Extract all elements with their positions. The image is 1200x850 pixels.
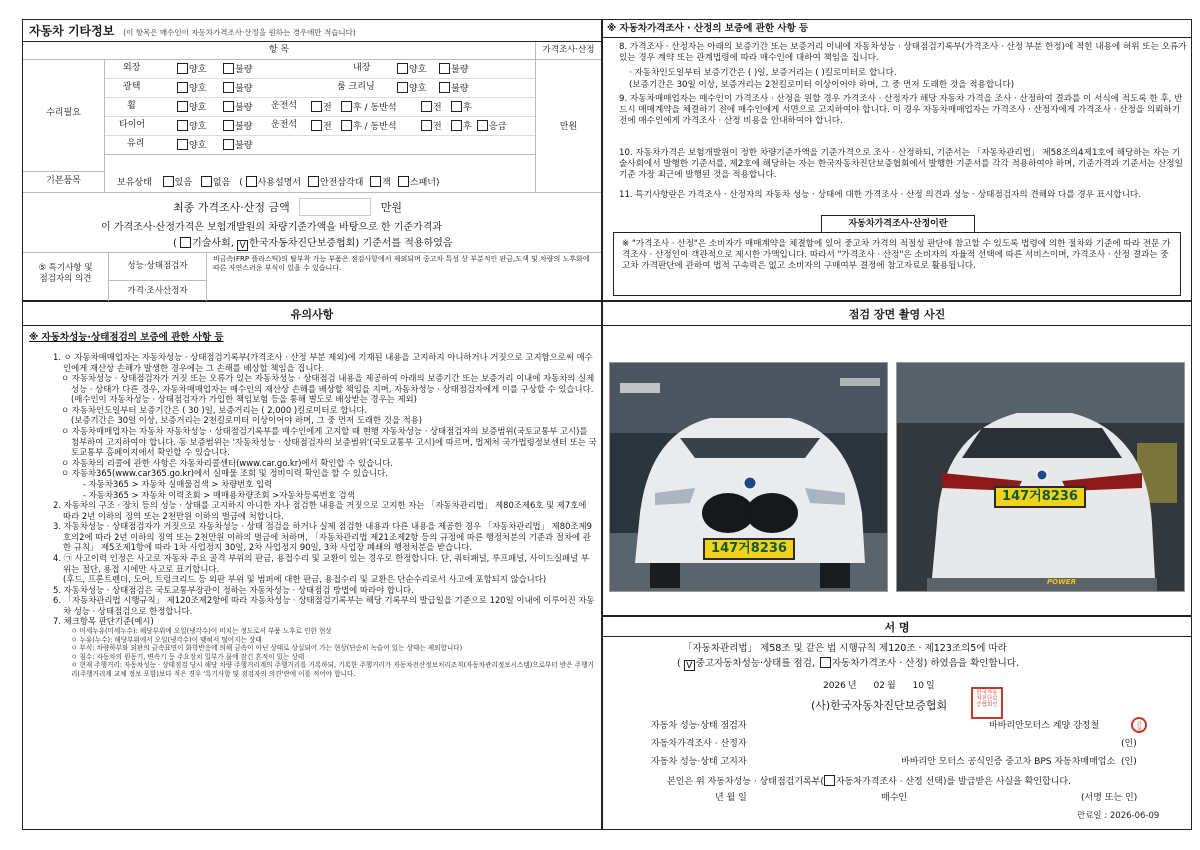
tire-passenger-rear[interactable]: 후 — [451, 120, 472, 133]
signature-law-line: 「자동차관리법」 제58조 및 같은 법 시행규칙 제120조 · 제123조의5에 따라 — [683, 643, 1007, 654]
association-check[interactable]: V 한국자동차진단보증협회) 기준서를 적용하였음 — [237, 238, 452, 249]
guarantee-period-note: (보증기간은 30일 이상, 보증거리는 2천킬로미터 이상이어야 하며, 그 중 먼저 도래한 것을 적용합니다) — [629, 80, 1015, 90]
tire-emergency[interactable]: 응급 — [477, 120, 506, 133]
receipt-line-end: 자동차가격조사 · 산정 선택)를 발급받은 사실을 확인합니다. — [835, 777, 1071, 787]
note-1-d: (보증기간은 30일 이상, 보증거리는 2천킬로미터 이상이어야 하며, 그 중 먼저 도래한 것을 적용) — [71, 415, 423, 426]
final-amount-input[interactable] — [299, 198, 371, 216]
price-inspector-label: 가격·조사산정자 — [109, 281, 207, 301]
notifier-seal: (인) — [1121, 757, 1137, 767]
inspector-value: 바바리안모터스 계양 강정철 — [989, 721, 1100, 731]
signature-section: 서 명 「자동차관리법」 제58조 및 같은 법 시행규칙 제120조 · 제123조의5에 따라 ( V 중고자동차성능·상태를 점검, 자동차가격조사 · 산정) 하였음을 확인합니다. 2026 년 02 월 10 일 (사)한국자동차진단보증협회 한국자동차진단보증협회인 자동차 성능·상태 점검자 바바리안모터스 계양 강정철 강정 자동차가격조사 · 산정자 (인) 자동차 성능·상태 고지자 바바리안 모터스 공식인증 중고차 BPS 자동차매매업소 (인) 본인은 위 자동차성능 · 상태점검기록부( 자동차가격조사 · 산정 선택)를 발급받은 사실을 확인합니다. 년 월 일 매수인 (서명 또는 인) 만료일 : 2026-06-09 — [602, 616, 1192, 830]
none-check[interactable]: 없음 — [201, 178, 230, 188]
special-notes-label2: 점검자의 의견 — [39, 273, 92, 284]
room-clean-bad[interactable]: 불량 — [439, 82, 468, 95]
price-manwon-unit: 만원 — [535, 60, 601, 193]
wheel-bad[interactable]: 불량 — [223, 101, 252, 114]
note-1-e: ㅇ 자동차매매업자는 자동차 자동차성능 · 상태점검기록부를 매수인에게 고지할 때 현행 자동차성능 · 상태점검자의 보증범위(국토교통부 고시)를 첨부하여 고지하여야 합니다. 동 보증범위는 '자동차성능 · 상태점검자의 보증범위'(국토교통부 고시)에 따르며, 법제처 국가법령정보센터 또는 국토교통부 홈페이지에서 확인할 수 있습니다. — [61, 426, 597, 458]
note-1-a: 1. ㅇ 자동차매매업자는 자동차성능 · 상태점검기록부(가격조사 · 산정 부분 제외)에 기재된 내용을 고지하지 아니하거나 거짓으로 고지함으로써 매수인에게 재산상 손해가 발생한 경우에는 그 손해를 배상할 책임을 집니다. — [53, 352, 593, 373]
glass-label: 유리 — [127, 139, 145, 149]
perf-inspector-label: 성능·상태점검자 — [109, 253, 207, 281]
tire-driver-label: 운전석 — [271, 120, 298, 130]
front-inspection-photo — [609, 362, 888, 592]
buyer-label: 매수인 — [881, 793, 908, 803]
issue-date: 2026 년 02 월 10 일 — [823, 681, 935, 691]
spanner-check[interactable]: 스패너) — [398, 178, 440, 188]
criteria-1: ㅇ 미세누유(미세누수): 해당부위에 오일(냉각수)이 비치는 정도로서 부품 노후로 인한 현상 — [71, 627, 332, 636]
wheel-front-check[interactable]: 전 — [311, 101, 332, 114]
triangle-check[interactable]: 안전삼각대 — [308, 178, 363, 188]
other-info-title: 자동차 기타정보 — [29, 24, 115, 38]
tech-society-check[interactable]: 기술사회, — [180, 238, 234, 249]
receipt-line-start: 본인은 위 자동차성능 · 상태점검기록부( — [667, 777, 824, 787]
expiry-date: 만료일 : 2026-06-09 — [1077, 811, 1160, 821]
criteria-4: ㅇ 침수: 자동차의 원동기, 변속기 등 주요장치 일부가 물에 잠긴 흔적이 있는 상태 — [71, 652, 305, 661]
note-1-g: ㅇ 자동차365(www.car365.go.kr)에서 실매물 조회 및 정비이력 확인을 할 수 있습니다. — [61, 468, 388, 479]
price-survey-box-title: 자동차가격조사·산정이란 — [821, 215, 975, 233]
exterior-label: 외장 — [123, 63, 141, 73]
final-amount-unit: 만원 — [380, 201, 403, 214]
other-info-section: 자동차 기타정보 (이 항목은 매수인이 자동차가격조사·산정을 원하는 경우에만 적습니다) 항 목 가격조사·산정 수리필요 외장 양호 불량 내장 양호 불량 광택 양호 불량 룸 크리닝 양호 불량 휠 양호 불량 운전석 전 후 / 동반석 전 후 타이어 양호 불량 운전석 전 후 / 동반석 전 후 응급 유리 양호 불량 만원 기본품목 보유상태 있음 없음 ( 사용설명서 안전삼각대 잭 스패너) 최종 가격조사·산정 금액 만원 이 가격조사·산정가격은 보험개발원의 차량기준가액을 바탕으로 한 기준가격과 ( 기술사회, V 한국자동차진단보증협회) 기준서를 적용하였음 ⑤ 특기사항 및 점검자의 의견 성능·상태점검자 비금속(FRP 플라스틱)의 탈부착 가능 부품은 점검사항에서 제외되며 중고차 특성 상 부분적인 판금,도색 및 차량의 노후화에 따른 자연스러운 부식이 있을 수 있습니다. 가격·조사산정자 — [22, 19, 602, 301]
lift-brand-label: POWER — [1047, 578, 1076, 586]
repair-needed-label: 수리필요 — [23, 60, 105, 172]
receipt-price-check[interactable] — [824, 775, 835, 786]
price-guarantee-section — [602, 19, 1192, 301]
guarantee-item-9: 9. 자동차매매업자는 매수인이 가격조사 · 산정을 원할 경우 가격조사 · 산정자가 해당 자동차 가격을 조사 · 산정하여 결과를 이 서식에 적도록 한 후, 반드시 매매계약을 체결하기 전에 매수인에게 서면으로 고지하여야 합니다. 이 경우 자동차매매업자는 가격조사 · 산정자에게 가격조사 · 산정을 의뢰하기 전에 매수인에게 가격조사 · 산정 비용을 안내하여야 합니다. — [619, 94, 1183, 127]
manual-check[interactable]: 사용설명서 — [246, 178, 301, 188]
gloss-label: 광택 — [123, 82, 141, 92]
wheel-driver-label: 운전석 — [271, 101, 298, 111]
note-6: 6. 「자동차관리법 시행규칙」 제120조제2항에 따라 자동차성능 · 상태점검기록부는 해당 기록부의 발급일을 기준으로 120일 이내에 이루어진 자동차 성능 · 상태점검으로 한정합니다. — [53, 595, 595, 616]
guarantee-item-11: 11. 특기사항란은 가격조사 · 산정자의 자동차 성능 · 상태에 대한 가격조사 · 산정 의견과 성능 · 상태점검자의 견해와 다를 경우 표시합니다. — [619, 190, 1141, 200]
note-1-b: ㅇ 자동차성능 · 상태점검자가 거짓 또는 오류가 있는 자동차성능 · 상태점검 내용을 제공하여 아래의 보증기간 또는 보증거리 이내에 자동차의 실제 성능 · 상태가 다른 경우, 자동차매매업자는 매수인의 재산상 손해를 배상할 책임을 지며, 자동차성능 · 상태점검자에게 이를 구상할 수 있습니다.(매수인이 자동차성능 · 상태점검자가 가입한 책임보험 등을 통해 별도로 배상받는 경우는 제외) — [61, 373, 595, 405]
tire-good[interactable]: 양호 — [177, 120, 206, 133]
performance-check[interactable]: V 중고자동차성능·상태를 점검, — [684, 658, 815, 669]
receipt-date: 년 월 일 — [715, 793, 747, 803]
interior-good[interactable]: 양호 — [397, 63, 426, 76]
photos-header: 점검 장면 촬영 사진 — [603, 302, 1191, 326]
price-survey-box-text: ※ "가격조사 · 산정"은 소비자가 매매계약을 체결함에 있어 중고차 가격의 적절성 판단에 참고할 수 있도록 법령에 의한 절차와 기준에 따라 전문 가격조사 · 산정인이 객관적으로 제시한 가액입니다. 따라서 "가격조사 · 산정"은 소비자의 자율적 선택에 따른 서비스이며, 가격조사 · 산정 결과는 중고차 가격판단에 관하여 법적 구속력은 없고 소비자의 구매여부 결정에 참고자료로 활용됩니다. — [613, 232, 1181, 296]
notifier-value: 바바리안 모터스 공식인증 중고차 BPS 자동차매매업소 — [901, 757, 1116, 767]
criteria-3: ㅇ 부식: 차량하부와 외판의 금속표면이 화학반응에 의해 금속이 아닌 상태로 상실되어 가는 현상(단순히 녹슬어 있는 상태는 제외합니다) — [71, 644, 463, 653]
note-2: 2. 자동차의 구조 · 장치 등의 성능 · 상태를 고지하지 아니한 자나 점검한 내용을 거짓으로 고지한 자는 「자동차관리법」 제80조제6호 및 제7호에 따라 2년 이하의 징역 또는 2천만원 이하의 벌금에 처합니다. — [53, 500, 587, 521]
other-info-note: (이 항목은 매수인이 자동차가격조사·산정을 원하는 경우에만 적습니다) — [123, 28, 356, 37]
association-name: (사)한국자동차진단보증협회 — [811, 699, 948, 712]
perf-inspector-opinion: 비금속(FRP 플라스틱)의 탈부착 가능 부품은 점검사항에서 제외되며 중고차 특성 상 부분적인 판금,도색 및 차량의 노후화에 따른 자연스러운 부식이 있을 수 있습니다. — [213, 255, 590, 272]
note-1-h: - 자동차365 > 자동차 실매물검색 > 차량번호 입력 — [83, 478, 273, 489]
price-column-header: 가격조사·산정 — [535, 42, 601, 60]
wheel-passenger-front[interactable]: 전 — [421, 101, 442, 114]
tire-label: 타이어 — [119, 120, 146, 130]
front-license-plate: 147거8236 — [703, 538, 795, 560]
glass-bad[interactable]: 불량 — [223, 139, 252, 152]
item-column-header: 항 목 — [23, 42, 535, 60]
glass-good[interactable]: 양호 — [177, 139, 206, 152]
note-7: 7. 체크항목 판단기준(예시) — [53, 616, 154, 627]
criteria-2: ㅇ 누유(누수): 해당부위에서 오일(냉각수)이 맺혀서 떨어지는 상태 — [71, 635, 262, 644]
price-inspector-sig-label: 자동차가격조사 · 산정자 — [651, 739, 747, 749]
note-4-b: (후드, 프론트펜더, 도어, 트렁크리드 등 외판 부위 및 범퍼에 대한 판금, 용접수리 및 교환은 단순수리로서 사고에 포함되지 않습니다) — [63, 574, 547, 585]
interior-bad[interactable]: 불량 — [439, 63, 468, 76]
guarantee-item-10: 10. 자동차가격은 보험개발원이 정한 차량기준가액을 기준가격으로 조사 · 산정하되, 기준서는 「자동차관리법」 제58조의4제1호에 해당하는 자는 기술사회에서 발행한 기준서를, 제2호에 해당하는 자는 한국자동차진단보증협회에서 발행한 기준서를 각각 적용하여야 하며, 기준가격과 기준서는 산정일 기준 가장 최근에 발행된 것을 적용합니다. — [619, 148, 1183, 181]
photos-section — [602, 301, 1192, 616]
association-seal: 한국자동차진단보증협회인 — [971, 687, 1003, 719]
inspector-label: 자동차 성능·상태 점검자 — [651, 721, 747, 731]
note-5: 5. 자동차성능 · 상태점검은 국토교통부장관이 정하는 자동차성능 · 상태점검 방법에 따라야 합니다. — [53, 584, 414, 595]
buyer-signature: (서명 또는 인) — [1081, 793, 1138, 803]
tire-passenger-front[interactable]: 전 — [421, 120, 442, 133]
wheel-rear-check[interactable]: 후 / 동반석 — [341, 101, 397, 114]
exterior-bad[interactable]: 불량 — [223, 63, 252, 76]
tire-front-check[interactable]: 전 — [311, 120, 332, 133]
note-3: 3. 자동차성능 · 상태점검자가 거짓으로 자동차성능 · 상태 점검을 하거나 실제 점검한 내용과 다른 내용을 제공한 경우 「자동차관리법」 제80조제9호의2에 따라 2년 이하의 징역 또는 2천만원 이하의 벌금에 처하며, 「자동차관리법 제21조제2항 등의 규정에 따른 행정처분의 기준과 절차에 관한 규칙」 제5조제1항에 따라 1차 사업정지 30일, 2차 사업정지 90일, 3차 사업장 폐쇄의 행정처분을 받습니다. — [53, 521, 592, 553]
notes-section-title: ※ 자동차성능·상태점검의 보증에 관한 사항 등 — [29, 332, 224, 343]
signature-header: 서 명 — [603, 617, 1191, 637]
jack-check[interactable]: 잭 — [370, 178, 391, 188]
special-notes-label: ⑤ 특기사항 및 — [38, 263, 93, 273]
notifier-label: 자동차 성능·상태 고지자 — [651, 757, 747, 767]
own-status-label: 보유상태 — [117, 178, 152, 188]
gloss-good[interactable]: 양호 — [177, 82, 206, 95]
room-clean-label: 룸 크리닝 — [337, 82, 375, 92]
tire-rear-check[interactable]: 후 / 동반석 — [341, 120, 397, 133]
wheel-good[interactable]: 양호 — [177, 101, 206, 114]
tire-bad[interactable]: 불량 — [223, 120, 252, 133]
exterior-good[interactable]: 양호 — [177, 63, 206, 76]
room-clean-good[interactable]: 양호 — [397, 82, 426, 95]
price-inspector-seal: (인) — [1121, 739, 1137, 749]
wheel-label: 휠 — [127, 101, 136, 111]
standard-line1: 이 가격조사·산정가격은 보험개발원의 차량기준가액을 바탕으로 한 기준가격과 — [101, 222, 443, 233]
note-1-c: ㅇ 자동차인도일부터 보증기간은 ( 30 )일, 보증거리는 ( 2,000 )킬로미터로 합니다. — [61, 404, 368, 415]
interior-label: 내장 — [353, 63, 371, 73]
rear-license-plate: 147거8236 — [994, 486, 1086, 508]
guarantee-period-line: · 자동차인도일부터 보증기간은 ( )일, 보증거리는 ( )킬로미터로 합니다. — [629, 68, 897, 78]
wheel-passenger-rear[interactable]: 후 — [451, 101, 472, 114]
price-guarantee-title: ※ 자동차가격조사 · 산정의 보증에 관한 사항 등 — [607, 23, 809, 34]
final-amount-label: 최종 가격조사·산정 금액 — [173, 201, 290, 214]
rear-inspection-photo — [896, 362, 1185, 592]
notes-section — [22, 301, 602, 830]
guarantee-item-8: 8. 가격조사 · 산정자는 아래의 보증기간 또는 보증거리 이내에 자동차성능 · 상태점검기록부(가격조사 · 산정 부분 한정)에 적힌 내용에 허위 또는 오류가 있는 경우 계약 또는 관계법령에 따라 매수인에 대하여 책임을 집니다. — [619, 42, 1187, 64]
inspector-seal: 강정 — [1131, 717, 1147, 733]
price-check[interactable]: 자동차가격조사 · 산정) 하였음을 확인합니다. — [820, 658, 1019, 669]
have-check[interactable]: 있음 — [163, 178, 192, 188]
note-4: 4. ㉠ 사고이력 인정은 사고로 자동차 주요 골격 부위의 판금, 용접수리 및 교환이 있는 경우로 한정합니다. 단, 쿼터패널, 루프패널, 사이드실패널 부위는 절단, 용접 시에만 사고로 표기합니다. — [53, 552, 589, 574]
note-1-i: - 자동차365 > 자동차 이력조회 > 매매용차량조회 >자동차등록번호 검색 — [83, 489, 355, 500]
basic-items-label: 기본품목 — [23, 172, 105, 193]
note-1-f: ㅇ 자동차의 리콜에 관한 사항은 자동차리콜센터(www.car.go.kr)에서 확인할 수 있습니다. — [61, 457, 393, 468]
notes-header: 유의사항 — [23, 302, 601, 326]
criteria-5: ㅇ 현재 주행거리: 자동차성능 · 상태점검 당시 해당 차량 주행거리계의 주행거리를 기록하되, 기록한 주행거리가 자동차전산정보처리조직(자동차관리정보시스템)으로부터 받은 주행거리(주행거리계 교체 정보 포함)보다 적은 경우 '특기사항 및 점검자의 의견'란에 이를 적어야 합니다. — [71, 661, 594, 678]
gloss-bad[interactable]: 불량 — [223, 82, 252, 95]
